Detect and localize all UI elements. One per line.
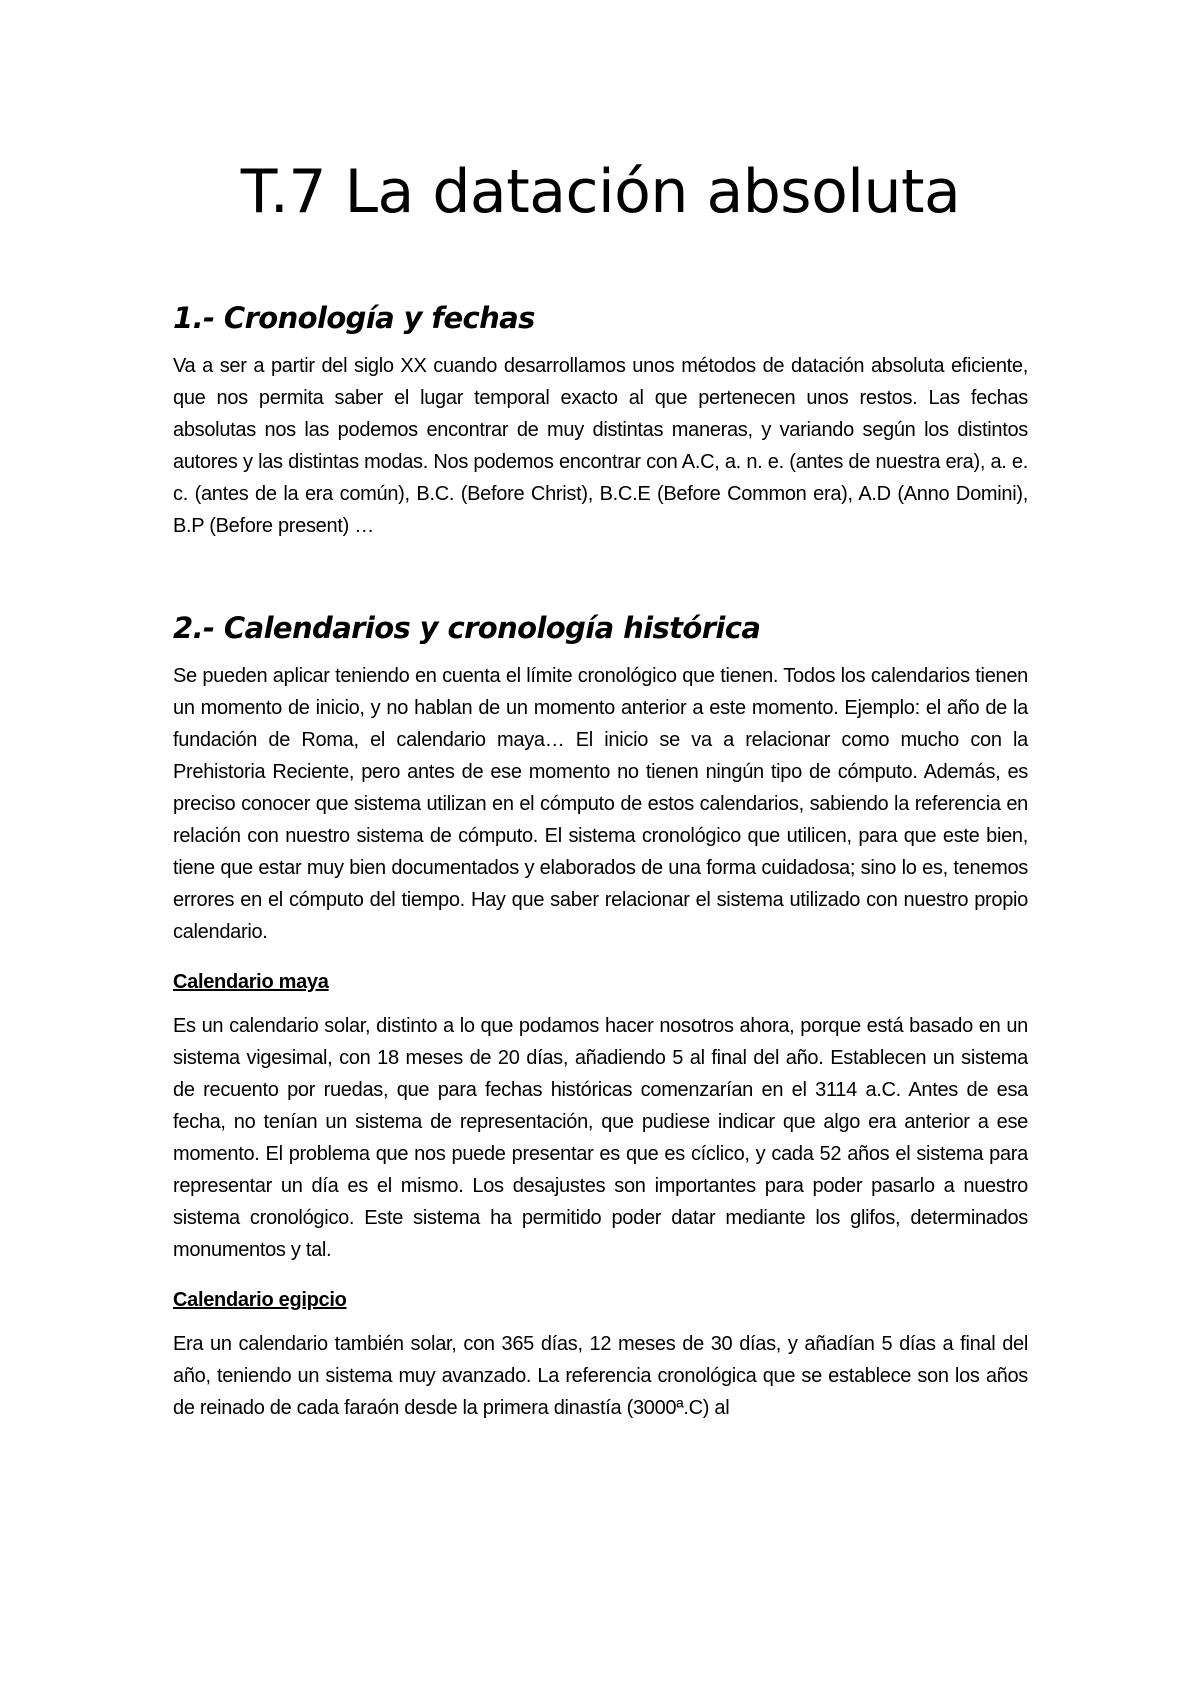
section-heading-chronology: 1.- Cronología y fechas [173,301,535,335]
subheading-maya-calendar: Calendario maya [173,971,329,993]
section-heading-calendars: 2.- Calendarios y cronología histórica [173,611,761,645]
paragraph-egyptian-calendar: Era un calendario también solar, con 365 días, 12 meses de 30 días, y añadían 5 días a final del año, teniendo un sistema muy avanzado. La referencia cronológica que se establece son los años de reinado de cada faraón desde la primera dinastía (3000ª.C) al [173,1333,1028,1419]
section-paragraph-calendars: Se pueden aplicar teniendo en cuenta el límite cronológico que tienen. Todos los calendarios tienen un momento de inicio, y no hablan de un momento anterior a este momento. Ejemplo: el año de la fundación de Roma, el calendario maya… El inicio se va a relacionar como mucho con la Prehistoria Reciente, pero antes de ese momento no tienen ningún tipo de cómputo. Además, es preciso conocer que sistema utilizan en el cómputo de estos calendarios, sabiendo la referencia en relación con nuestro sistema de cómputo. El sistema cronológico que utilicen, para que este bien, tiene que estar muy bien documentados y elaborados de una forma cuidadosa; sino lo es, tenemos errores en el cómputo del tiempo. Hay que saber relacionar el sistema utilizado con nuestro propio calendario. [173,665,1028,943]
paragraph-maya-calendar: Es un calendario solar, distinto a lo que podamos hacer nosotros ahora, porque está basado en un sistema vigesimal, con 18 meses de 20 días, añadiendo 5 al final del año. Establecen un sistema de recuento por ruedas, que para fechas históricas comenzarían en el 3114 a.C. Antes de esa fecha, no tenían un sistema de representación, que pudiese indicar que algo era anterior a ese momento. El problema que nos puede presentar es que es cíclico, y cada 52 años el sistema para representar un día es el mismo. Los desajustes son importantes para poder pasarlo a nuestro sistema cronológico. Este sistema ha permitido poder datar mediante los glifos, determinados monumentos y tal. [173,1015,1028,1261]
subheading-egyptian-calendar: Calendario egipcio [173,1289,347,1311]
section-paragraph-chronology: Va a ser a partir del siglo XX cuando desarrollamos unos métodos de datación absoluta eficiente, que nos permita saber el lugar temporal exacto al que pertenecen unos restos. Las fechas absolutas nos las podemos encontrar de muy distintas maneras, y variando según los distintos autores y las distintas modas. Nos podemos encontrar con A.C, a. n. e. (antes de nuestra era), a. e. c. (antes de la era común), B.C. (Before Christ), B.C.E (Before Common era), A.D (Anno Domini), B.P (Before present) … [173,355,1028,537]
document-title: T.7 La datación absoluta [240,157,961,227]
